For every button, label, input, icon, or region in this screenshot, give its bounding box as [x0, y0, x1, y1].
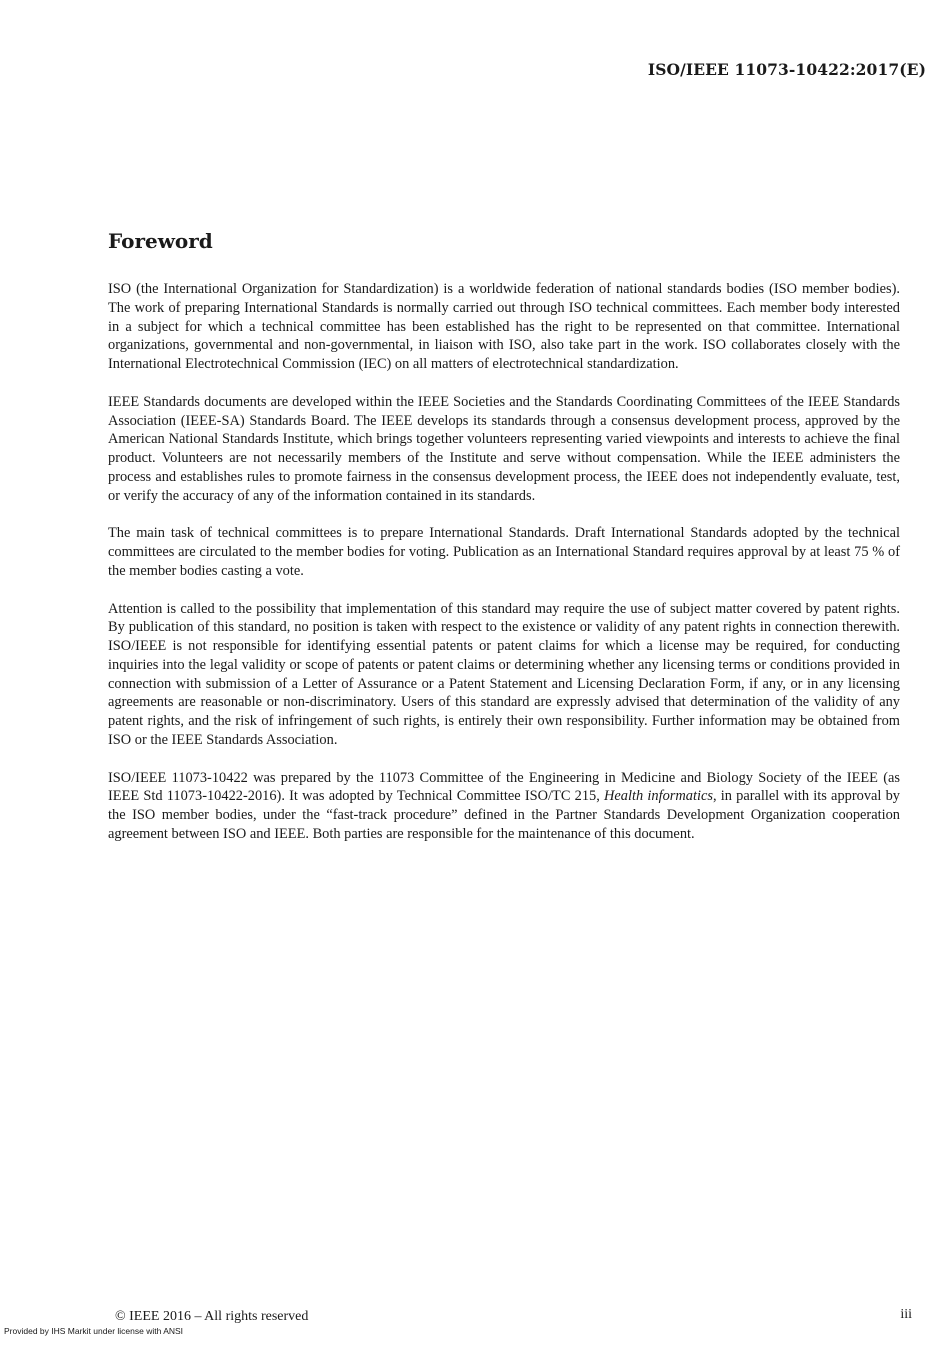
footer-copyright: © IEEE 2016 – All rights reserved: [115, 1309, 309, 1324]
paragraph-technical-committees: The main task of technical committees is to prepare International Standards. Draft International Standards adopted by the technical committees are circulated to the member bodies for voting. Publication as an International Standard requires approval by at least 75 % of the member bodies casting a vote.: [108, 525, 900, 579]
preparation-text-part1: ISO/IEEE 11073-10422 was prepared by the 11073 Committee of the Engineering in Medicine and Biology Society of the IEEE (as IEEE Std 11073-10422-2016). It was adopted by Technical Committee ISO/TC 215,: [108, 769, 900, 805]
paragraph-ieee: IEEE Standards documents are developed within the IEEE Societies and the Standards Coordinating Committees of the IEEE Standards Association (IEEE-SA) Standards Board. The IEEE develops its standards through a consensus development process, approved by the American National Standards Institute, which brings together volunteers representing varied viewpoints and interests to achieve the final product. Volunteers are not necessarily members of the Institute and serve without compensation. While the IEEE administers the process and establishes rules to promote fairness in the consensus development process, the IEEE does not independently evaluate, test, or verify the accuracy of any of the information contained in its standards.: [108, 393, 900, 504]
preparation-text-part2: , in parallel with its approval by the ISO member bodies, under the “fast-track procedure” defined in the Partner Standards Development Organization cooperation agreement between ISO and IEEE. Both parties are responsible for the maintenance of this document.: [108, 788, 900, 842]
license-notice: Provided by IHS Markit under license with ANSI: [4, 1326, 184, 1336]
paragraph-iso: ISO (the International Organization for Standardization) is a worldwide federation of national standards bodies (ISO member bodies). The work of preparing International Standards is normally carried out through ISO technical committees. Each member body interested in a subject for which a technical committee has been established has the right to be represented on that committee. International organizations, governmental and non-governmental, in liaison with ISO, also take part in the work. ISO collaborates closely with the International Electrotechnical Commission (IEC) on all matters of electrotechnical standardization.: [108, 281, 900, 372]
document-id: ISO/IEEE 11073-10422:2017(E): [647, 60, 926, 79]
page-number: iii: [900, 1307, 912, 1322]
foreword-body: [108, 280, 900, 863]
paragraph-preparation: [108, 769, 900, 844]
page-title: Foreword: [108, 229, 213, 253]
committee-name-italic: Health informatics: [604, 788, 713, 805]
paragraph-patents: Attention is called to the possibility that implementation of this standard may require the use of subject matter covered by patent rights. By publication of this standard, no position is taken with respect to the existence or validity of any patent rights in connection therewith. ISO/IEEE is not responsible for identifying essential patents or patent claims for which a license may be required, for conducting inquiries into the legal validity or scope of patents or patent claims or determining whether any licensing terms or conditions provided in connection with submission of a Letter of Assurance or a Patent Statement and Licensing Declaration Form, if any, or in any licensing agreements are reasonable or non-discriminatory. Users of this standard are expressly advised that determination of the validity of any patent rights, and the risk of infringement of such rights, is entirely their own responsibility. Further information may be obtained from ISO or the IEEE Standards Association.: [108, 600, 900, 748]
